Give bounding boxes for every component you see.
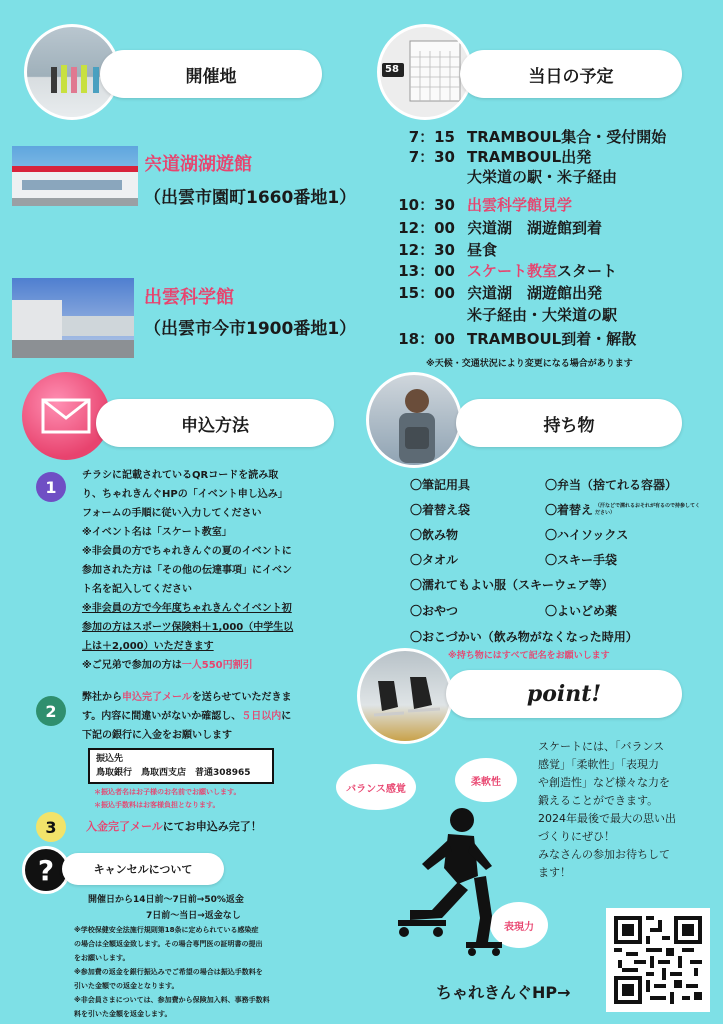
item: 〇おこづかい（飲み物がなくなった時用）: [410, 630, 638, 644]
item: 〇濡れてもよい服（スキーウェア等）: [410, 578, 614, 592]
apply-heading: [96, 399, 334, 447]
schedule-time: 13：00: [398, 262, 455, 280]
schedule-text-highlight: スケート教室: [467, 262, 558, 280]
cancel-note: 引いた金額での返金となります。: [74, 982, 179, 990]
point-line: みなさんの参加お待ちして: [538, 848, 670, 861]
point-line: や創造性」など様々な力を: [538, 776, 670, 789]
discount-prefix: ※ご兄弟で参加の方は: [82, 660, 182, 671]
step2-text-red: 申込完了メール: [122, 692, 192, 703]
calendar-number: 58: [385, 64, 399, 75]
speech-bubble-balance: [336, 764, 416, 810]
step1-line: ト名を記入してください: [82, 584, 192, 595]
item: 〇筆記用具: [410, 478, 471, 492]
item: 〇よいどめ薬: [545, 604, 618, 618]
bank-box: [88, 748, 274, 784]
point-heading: [446, 670, 682, 718]
step2-line: 下記の銀行に入金をお願いします: [82, 730, 232, 741]
step1-badge: [36, 472, 66, 502]
step2-text-c: を送らせていただきま: [191, 692, 292, 703]
venue2-photo: [12, 278, 134, 358]
cancel-heading: [62, 853, 224, 885]
step2-text-c: に: [281, 711, 292, 722]
schedule-row: [395, 260, 617, 281]
point-line: スケートには、「バランス: [538, 740, 665, 753]
schedule-text: 昼食: [467, 241, 498, 259]
step1-number: 1: [45, 477, 57, 497]
step2-line: [82, 707, 372, 726]
schedule-time: 7：30: [408, 148, 455, 166]
bank-note-2: ＊振込手数料はお客様負担となります。: [94, 801, 220, 809]
point-line: 鍛えることができます。: [538, 794, 659, 807]
discount-amount: 一人550円割引: [181, 660, 253, 671]
items-heading: [456, 399, 682, 447]
item: [545, 501, 700, 518]
apply-heading-label: 申込方法: [181, 415, 249, 436]
step3-text-rest: にてお申込み完了！: [162, 820, 262, 833]
point-line: 感覚」「柔軟性」「表現力: [538, 758, 659, 771]
schedule-time: 12：00: [398, 219, 455, 237]
step2-text-red: ５日以内: [241, 711, 282, 722]
venue1-name: 宍道湖湖遊館: [144, 154, 252, 175]
point-heading-label: point!: [526, 681, 602, 707]
cancel-line-2: 7日前〜当日→返金なし: [146, 911, 241, 921]
schedule-text: TRAMBOUL到着・解散: [467, 330, 637, 348]
bank-note-1: ＊振込者名はお子様のお名前でお願いします。: [94, 788, 241, 796]
schedule-heading: [460, 50, 682, 98]
schedule-time: 18：00: [398, 330, 455, 348]
bubble-text: 表現力: [504, 921, 534, 933]
step2-number: 2: [45, 701, 57, 721]
step3-badge: [36, 812, 66, 842]
venue1-address: （出雲市園町1660番地1）: [144, 188, 357, 208]
point-text: [538, 738, 718, 882]
step2-text-a: 弊社から: [82, 692, 122, 703]
schedule-time: 10：30: [398, 196, 455, 214]
cancel-note: ※参加費の返金を銀行振込みでご希望の場合は振込手数料を: [74, 968, 263, 976]
items-heading-label: 持ち物: [543, 415, 595, 436]
items-note: ※持ち物にはすべて記名をお願いします: [448, 651, 610, 661]
step1-text: [82, 466, 362, 675]
schedule-text: スタート: [557, 262, 618, 280]
calendar-photo: [377, 24, 473, 120]
bank-detail: 鳥取銀行 鳥取西支店 普通308965: [96, 768, 251, 778]
schedule-time: 15：00: [398, 284, 455, 302]
step1-line: ※非会員の方でちゃれきんぐの夏のイベントに: [82, 546, 292, 557]
cancel-heading-label: キャンセルについて: [93, 863, 193, 876]
hp-link[interactable]: ちゃれきんぐHP→: [436, 983, 571, 1002]
step2-line: [82, 688, 372, 707]
cancel-notes: [74, 923, 364, 1021]
step1-line: ※イベント名は「スケート教室」: [82, 527, 232, 538]
bank-title: 振込先: [96, 754, 124, 764]
schedule-text: 米子経由・大栄道の駅: [467, 306, 618, 324]
step3-number: 3: [45, 817, 57, 837]
point-line: づくりにぜひ！: [538, 830, 615, 843]
item-label: 〇着替え: [545, 503, 594, 517]
schedule-row: [395, 239, 497, 260]
schedule-row: [395, 328, 636, 349]
schedule-row: [395, 194, 572, 215]
cancel-note: の場合は全額返金致します。その場合専門医の証明書の提出: [74, 940, 263, 948]
step1-line: 参加された方は「その他の伝達事項」にイベン: [82, 565, 292, 576]
skates-photo: [357, 648, 453, 744]
schedule-time: [395, 166, 467, 187]
venue1-photo: [12, 146, 138, 206]
item: 〇おやつ: [410, 604, 459, 618]
step1-line: フォームの手順に従い入力してください: [82, 508, 262, 519]
bubble-text: 柔軟性: [471, 776, 501, 788]
bubble-text: バランス感覚: [346, 783, 406, 795]
point-line: 2024年最後で最大の思い出: [538, 812, 676, 825]
point-line: ます！: [538, 866, 571, 879]
skater-silhouette: [388, 806, 508, 956]
schedule-text: 宍道湖 湖遊館到着: [467, 219, 603, 237]
schedule-text: 大栄道の駅・米子経由: [467, 168, 618, 186]
schedule-time: 12：30: [398, 241, 455, 259]
cancel-note: 料を引いた金額を返金します。: [74, 1010, 172, 1018]
schedule-row: [395, 304, 617, 325]
venue2-name: 出雲科学館: [144, 287, 234, 308]
step3-text: [86, 818, 262, 834]
schedule-text: TRAMBOUL集合・受付開始: [467, 128, 667, 146]
cancel-note: ※学校保健安全法施行規則第18条に定められている感染症: [74, 926, 259, 934]
schedule-text: TRAMBOUL出発: [467, 148, 592, 166]
step2-badge: [36, 696, 66, 726]
step3-text-red: 入金完了メール: [86, 820, 163, 833]
schedule-time: 7：15: [408, 128, 455, 146]
step1-line: 上は＋2,000）いただきます: [82, 641, 214, 652]
speech-bubble-flexibility: [455, 758, 517, 802]
schedule-row: [395, 146, 591, 167]
schedule-text: 出雲科学館見学: [467, 196, 573, 214]
item: 〇着替え袋: [410, 503, 471, 517]
cancel-policy: [88, 892, 244, 924]
schedule-time: [395, 304, 467, 325]
step1-line: り、ちゃれきんぐHPの「イベント申し込み」: [82, 489, 288, 500]
schedule-row: [395, 126, 666, 147]
schedule-row: [395, 217, 602, 238]
cancel-line-1: 開催日から14日前〜7日前→50%返金: [88, 895, 244, 905]
step1-line-discount: [82, 656, 362, 675]
cancel-note: をお願いします。: [74, 954, 130, 962]
item: 〇ハイソックス: [545, 528, 629, 542]
step1-line: 参加の方はスポーツ保険料＋1,000（中学生以: [82, 622, 294, 633]
backpack-photo: [366, 372, 462, 468]
item: 〇スキー手袋: [545, 553, 618, 567]
step1-line: チラシに記載されているQRコードを読み取: [82, 470, 279, 481]
item: 〇弁当（捨てれる容器）: [545, 478, 678, 492]
venue-heading-label: 開催地: [185, 66, 237, 87]
qr-code[interactable]: [606, 908, 710, 1012]
question-mark: ?: [37, 853, 55, 887]
venue-heading: [100, 50, 322, 98]
step1-line: ※非会員の方で今年度ちゃれきんぐイベント初: [82, 603, 292, 614]
item-note: （汗などで濡れるおそれが有るので持参してください）: [595, 502, 701, 516]
step2-text: [82, 688, 372, 745]
schedule-row: [395, 282, 602, 303]
venue2-address: （出雲市今市1900番地1）: [144, 319, 357, 339]
schedule-row: [395, 166, 617, 187]
schedule-heading-label: 当日の予定: [528, 66, 614, 87]
cancel-note: ※非会員さまについては、参加費から保険加入料、事務手数料: [74, 996, 270, 1004]
item: 〇飲み物: [410, 528, 459, 542]
step2-text-a: す。内容に間違いがないか確認し、: [82, 711, 242, 722]
schedule-note: ※天候・交通状況により変更になる場合があります: [426, 359, 633, 369]
schedule-text: 宍道湖 湖遊館出発: [467, 284, 603, 302]
item: 〇タオル: [410, 553, 459, 567]
